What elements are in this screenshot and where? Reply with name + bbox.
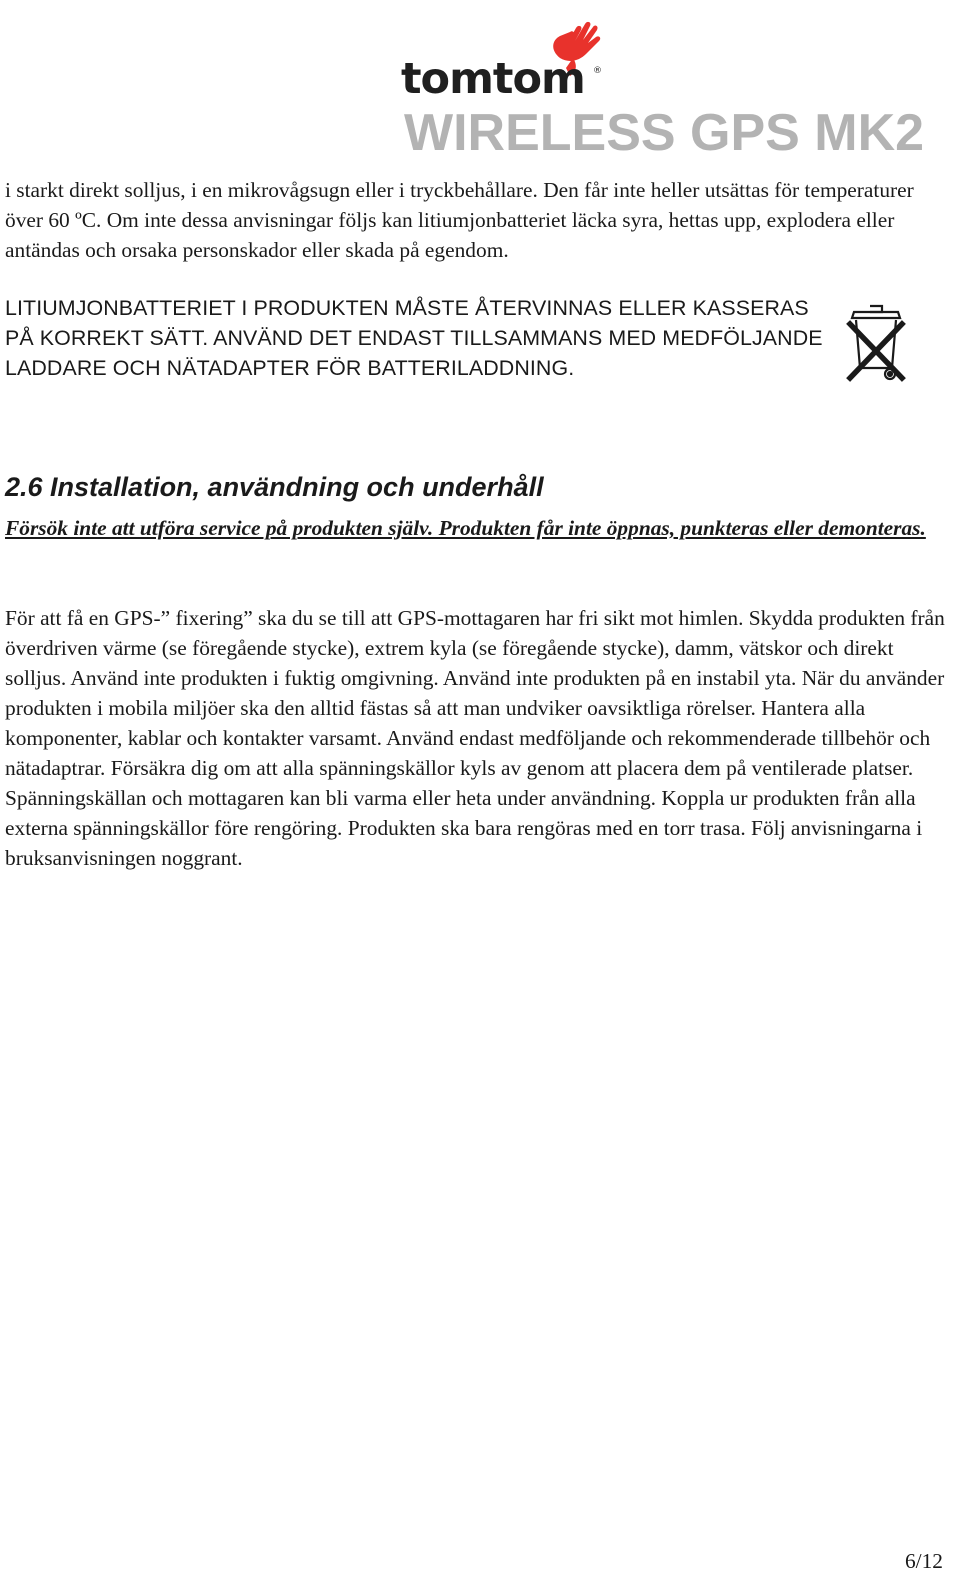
product-title: WIRELESS GPS MK2	[404, 104, 925, 162]
intro-section	[5, 175, 950, 265]
crossed-out-wheelie-bin-icon	[840, 298, 912, 386]
intro-paragraph: i starkt direkt solljus, i en mikrovågsugn eller i tryckbehållare. Den får inte heller utsättas för temperaturer över 60 ºC. Om inte dessa anvisningar följs kan litiumjonbatteriet läcka syra, hettas upp, explodera eller antändas och orsaka personskador eller skada på egendom.	[5, 178, 914, 262]
section-heading: 2.6 Installation, användning och underhåll	[5, 472, 544, 502]
page-number: 6/12	[904, 1549, 943, 1573]
battery-notice: LITIUMJONBATTERIET I PRODUKTEN MÅSTE ÅTERVINNAS ELLER KASSERAS PÅ KORREKT SÄTT. ANVÄND DET ENDAST TILLSAMMANS MED MEDFÖLJANDE LADDARE OCH NÄTADAPTER FÖR BATTERILADDNING.	[5, 296, 823, 380]
page-header	[0, 0, 960, 170]
registered-mark: ®	[593, 66, 602, 76]
tomtom-wordmark: tomtom	[401, 54, 585, 104]
service-warning: Försök inte att utföra service på produkten själv. Produkten får inte öppnas, punkteras eller demonteras.	[5, 516, 926, 540]
installation-body: För att få en GPS-” fixering” ska du se till att GPS-mottagaren har fri sikt mot himlen. Skydda produkten från överdriven värme (se föregående stycke), extrem kyla (se föregående stycke), damm, vätskor och direkt solljus. Använd inte produkten i fuktig omgivning. Använd inte produkten på en instabil yta. När du använder produkten i mobila miljöer ska den alltid fästas så att man undviker oavsiktliga rörelser. Hantera alla komponenter, kablar och kontakter varsamt. Använd endast medföljande och rekommenderade tillbehör och nätadaptrar. Försäkra dig om att alla spänningskällor kyls av genom att placera dem på ventilerade platser. Spänningskällan och mottagaren kan bli varma eller heta under användning. Koppla ur produkten från alla externa spänningskällor före rengöring. Produkten ska bara rengöras med en torr trasa. Följ anvisningarna i bruksanvisningen noggrant.	[5, 606, 945, 870]
